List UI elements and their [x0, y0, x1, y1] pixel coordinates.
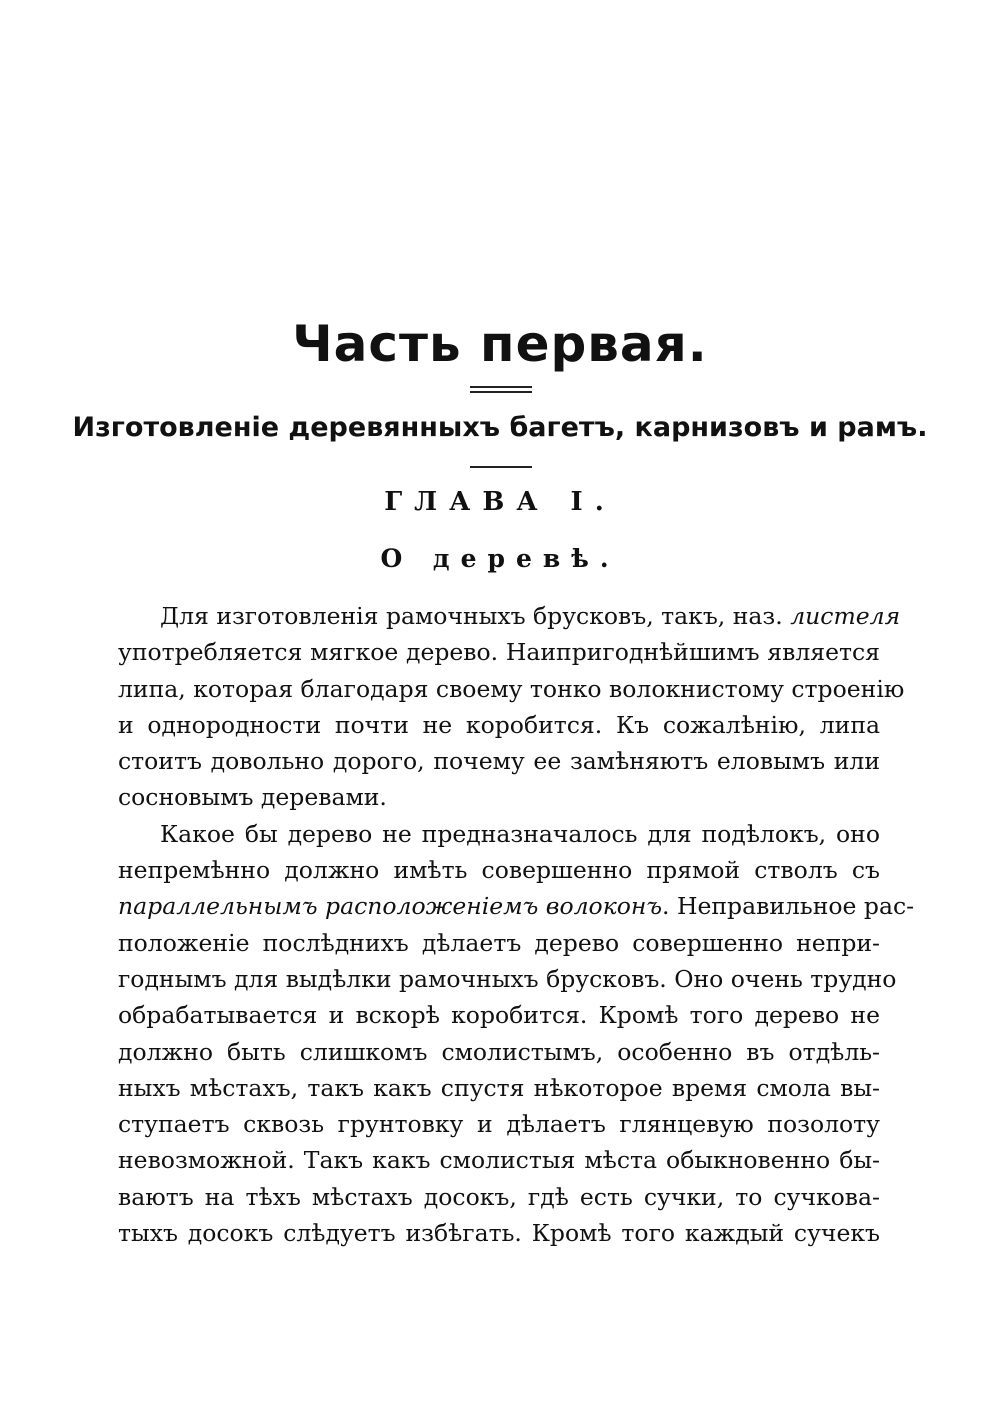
paragraph-2-line-7: должно быть слишкомъ смолистымъ, особенно въ отдѣль-	[118, 1037, 880, 1066]
paragraph-2-line-12: тыхъ досокъ слѣдуетъ избѣгать. Кромѣ того каждый сучекъ	[118, 1219, 880, 1248]
paragraph-1-line-3: липа, которая благодаря своему тонко волокнистому строенію	[118, 674, 905, 703]
paragraph-1-line-4: и однородности почти не коробится. Къ сожалѣнію, липа	[118, 710, 880, 739]
paragraph-1-line-2: употребляется мягкое дерево. Наипригоднѣйшимъ является	[118, 638, 880, 667]
part-title: Часть первая.	[292, 315, 708, 373]
paragraph-2-line-3: параллельнымъ расположеніемъ волоконъ. Неправильное рас-	[118, 892, 915, 921]
title-divider-top	[470, 386, 532, 388]
paragraph-2-line-2: непремѣнно должно имѣть совершенно прямой стволъ съ	[118, 856, 880, 885]
chapter-title: О деревѣ.	[380, 544, 620, 573]
paragraph-2-line-4: положеніе послѣднихъ дѣлаетъ дерево совершенно непри-	[118, 928, 880, 957]
paragraph-1-line-6: сосновымъ деревами.	[118, 783, 387, 812]
paragraph-1-line-1: Для изготовленія рамочныхъ брусковъ, такъ, наз. листеля	[160, 602, 901, 630]
italic-term: параллельнымъ расположеніемъ волоконъ	[118, 892, 663, 921]
paragraph-2-line-11: ваютъ на тѣхъ мѣстахъ досокъ, гдѣ есть сучки, то сучкова-	[118, 1182, 880, 1211]
subtitle-divider	[470, 466, 532, 468]
title-divider-bottom	[470, 391, 532, 393]
paragraph-2-line-5: годнымъ для выдѣлки рамочныхъ брусковъ. Оно очень трудно	[118, 964, 897, 993]
paragraph-2-line-1: Какое бы дерево не предназначалось для подѣлокъ, оно	[160, 819, 880, 848]
paragraph-1-line-5: стоитъ довольно дорого, почему ее замѣняютъ еловымъ или	[118, 747, 880, 776]
body-text	[118, 598, 915, 1251]
paragraph-2-line-8: ныхъ мѣстахъ, такъ какъ спустя нѣкоторое время смола вы-	[118, 1073, 880, 1102]
paragraph-2-line-9: ступаетъ сквозь грунтовку и дѣлаетъ глянцевую позолоту	[118, 1110, 880, 1139]
paragraph-2-line-6: обрабатывается и вскорѣ коробится. Кромѣ того дерево не	[118, 1001, 880, 1030]
italic-term: листеля	[790, 602, 901, 630]
part-subtitle: Изготовленіе деревянныхъ багетъ, карнизовъ и рамъ.	[72, 412, 928, 443]
chapter-label: ГЛАВА I.	[384, 487, 616, 517]
paragraph-2-line-10: невозможной. Такъ какъ смолистыя мѣста обыкновенно бы-	[118, 1146, 880, 1175]
